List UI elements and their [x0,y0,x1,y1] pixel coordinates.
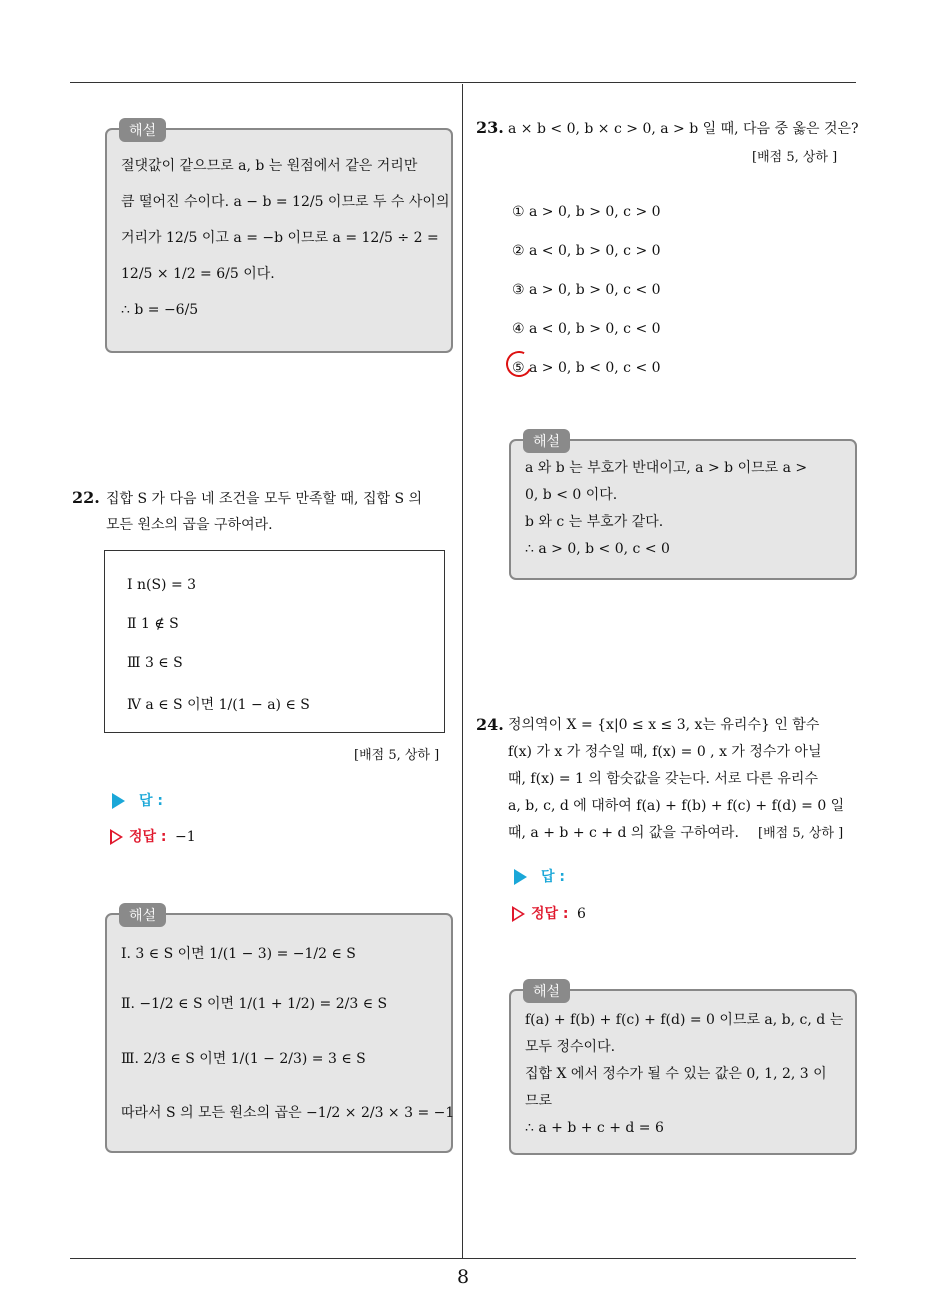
question-text-line: a, b, c, d 에 대하여 f(a) + f(b) + f(c) + f(d) = 0 일 [508,798,845,814]
option-4[interactable]: ④ a < 0, b > 0, c < 0 [512,321,661,337]
explanation-line: b 와 c 는 부호가 같다. [525,514,664,530]
explanation-box-23 [509,434,857,580]
explanation-line: ∴ a > 0, b < 0, c < 0 [525,541,670,557]
option-5[interactable]: ⑤ a > 0, b < 0, c < 0 [512,360,661,376]
correct-answer [512,903,586,923]
explanation-line: ∴ b = −6/5 [121,302,199,318]
outline-triangle-icon [110,829,123,845]
explanation-line: 0, b < 0 이다. [525,487,618,503]
page-number: 8 [456,1266,470,1288]
explanation-line: 12/5 × 1/2 = 6/5 이다. [121,266,275,282]
conditions-box [104,550,445,733]
bottom-rule [70,1258,856,1259]
answer-field[interactable] [112,790,163,810]
explanation-line: Ⅲ. 2/3 ∈ S 이면 1/(1 − 2/3) = 3 ∈ S [121,1051,366,1067]
explanation-line: 집합 X 에서 정수가 될 수 있는 값은 0, 1, 2, 3 이 [525,1066,827,1082]
explanation-tag: 해설 [119,118,166,142]
points-label: [배점 5, 상하 ] [354,748,440,763]
explanation-line: 므로 [525,1093,553,1109]
question-number-22: 22. [72,488,100,507]
top-rule [70,82,856,83]
explanation-line: Ⅰ. 3 ∈ S 이면 1/(1 − 3) = −1/2 ∈ S [121,946,356,962]
question-text-line: 집합 S 가 다음 네 조건을 모두 만족할 때, 집합 S 의 [106,491,423,507]
correct-answer [110,826,196,846]
explanation-tag: 해설 [119,903,166,927]
condition-2: Ⅱ 1 ∉ S [127,616,179,632]
explanation-line: Ⅱ. −1/2 ∈ S 이면 1/(1 + 1/2) = 2/3 ∈ S [121,996,388,1012]
explanation-box-24 [509,984,857,1155]
condition-4: Ⅳ a ∈ S 이면 1/(1 − a) ∈ S [127,697,310,713]
question-text-line: 정의역이 X = {x|0 ≤ x ≤ 3, x는 유리수} 인 함수 [508,717,820,733]
correct-label: 정답 : [129,829,167,845]
question-text-line: 모든 원소의 곱을 구하여라. [106,517,273,533]
correct-value: 6 [576,906,586,922]
option-2[interactable]: ② a < 0, b > 0, c > 0 [512,243,661,259]
explanation-line: f(a) + f(b) + f(c) + f(d) = 0 이므로 a, b, c, d 는 [525,1012,844,1028]
question-text-line: 때, a + b + c + d 의 값을 구하여라. [508,825,739,841]
explanation-line: 모두 정수이다. [525,1039,616,1055]
explanation-line: 따라서 S 의 모든 원소의 곱은 −1/2 × 2/3 × 3 = −1 [121,1105,455,1121]
explanation-box-21 [105,123,453,353]
play-triangle-icon [514,869,527,885]
column-divider [462,84,463,1258]
question-text-line: 때, f(x) = 1 의 함숫값을 갖는다. 서로 다른 유리수 [508,771,818,787]
option-1[interactable]: ① a > 0, b > 0, c > 0 [512,204,661,220]
explanation-tag: 해설 [523,979,570,1003]
explanation-tag: 해설 [523,429,570,453]
answer-label: 답 : [139,793,163,809]
question-number-24: 24. [476,715,504,734]
points-label: [배점 5, 상하 ] [758,826,844,841]
option-3[interactable]: ③ a > 0, b > 0, c < 0 [512,282,661,298]
explanation-line: a 와 b 는 부호가 반대이고, a > b 이므로 a > [525,460,808,476]
explanation-box-22 [105,908,455,1153]
question-text-23: a × b < 0, b × c > 0, a > b 일 때, 다음 중 옳은 것은? [508,121,859,137]
correct-value: −1 [174,829,196,845]
correct-label: 정답 : [531,906,569,922]
condition-1: Ⅰ n(S) = 3 [127,577,197,593]
question-text-22 [106,486,456,538]
explanation-line: 절댓값이 같으므로 a, b 는 원점에서 같은 거리만 [121,158,418,174]
points-label: [배점 5, 상하 ] [752,150,838,165]
question-text-line: f(x) 가 x 가 정수일 때, f(x) = 0 , x 가 정수가 아닐 [508,744,822,760]
answer-label: 답 : [541,869,565,885]
question-number-23: 23. [476,118,504,137]
condition-3: Ⅲ 3 ∈ S [127,655,183,671]
outline-triangle-icon [512,906,525,922]
answer-field[interactable] [514,866,565,886]
explanation-line: ∴ a + b + c + d = 6 [525,1120,664,1136]
play-triangle-icon [112,793,125,809]
explanation-line: 거리가 12/5 이고 a = −b 이므로 a = 12/5 ÷ 2 = [121,230,439,246]
explanation-line: 큼 떨어진 수이다. a − b = 12/5 이므로 두 수 사이의 [121,194,450,210]
